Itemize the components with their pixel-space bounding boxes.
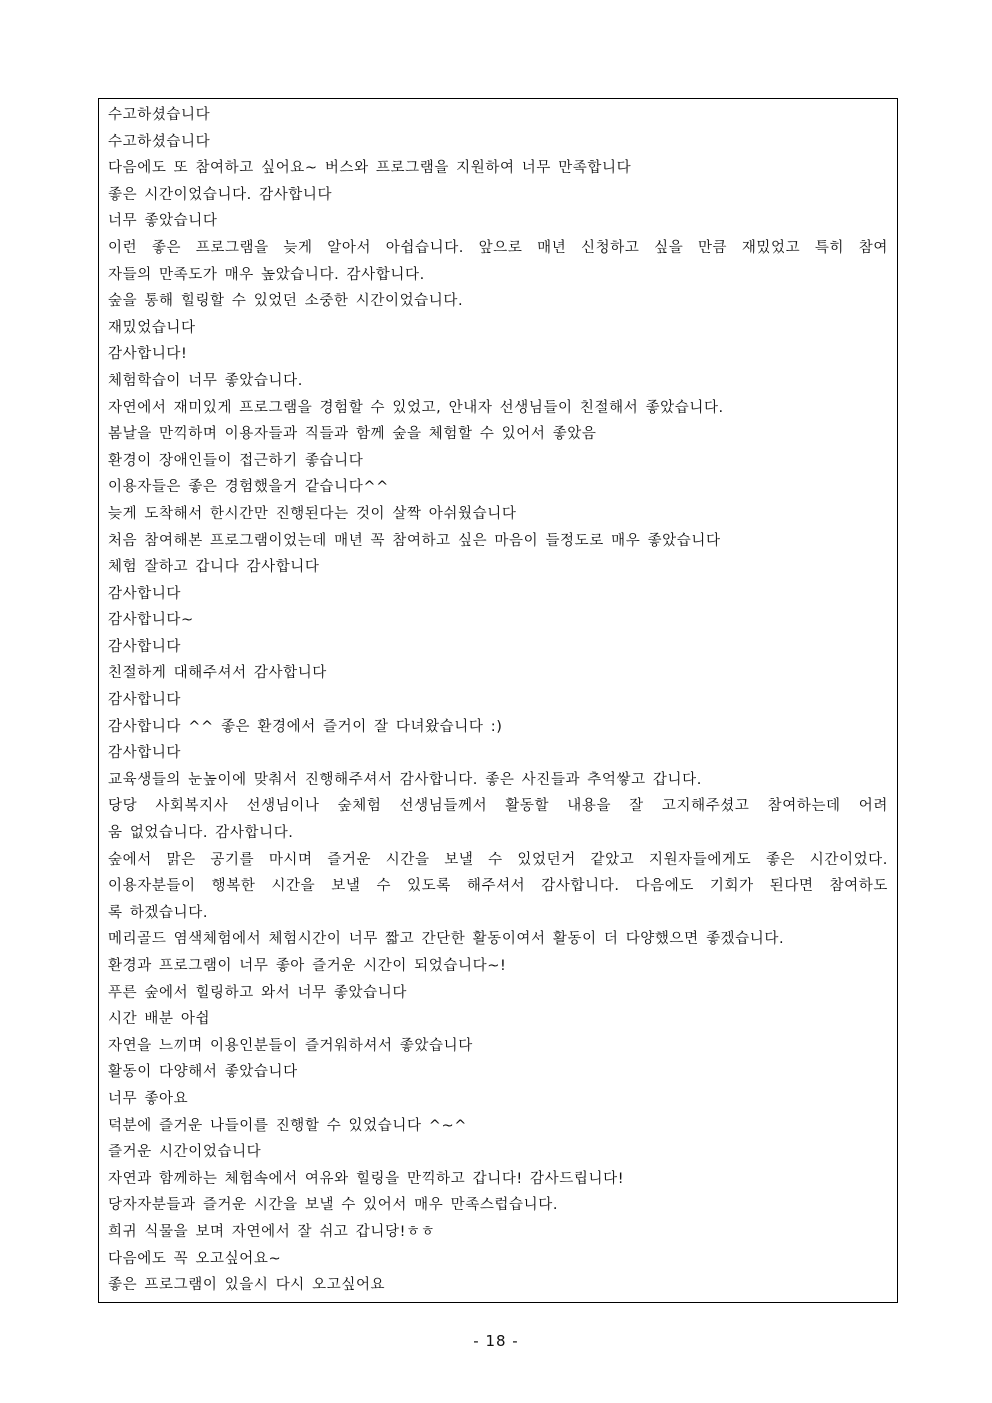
comment-line: 즐거운 시간이었습니다 xyxy=(108,1144,262,1161)
comment-line: 당자자분들과 즐거운 시간을 보낼 수 있어서 매우 만족스럽습니다. xyxy=(108,1197,559,1214)
comment-line: 수고하셨습니다 xyxy=(108,107,211,123)
comment-line: 감사합니다 xyxy=(108,745,182,762)
comment-line: 감사합니다 xyxy=(108,638,182,655)
comment-line: 자들의 만족도가 매우 높았습니다. 감사합니다. xyxy=(108,266,425,283)
comment-line: 메리골드 염색체험에서 체험시간이 너무 짧고 간단한 활동이여서 활동이 더 다양했으면 좋겠습니다. xyxy=(108,931,785,948)
comment-line: 수고하셨습니다 xyxy=(108,133,211,150)
comment-line: 감사합니다~ xyxy=(108,612,194,629)
comment-line: 환경과 프로그램이 너무 좋아 즐거운 시간이 되었습니다~! xyxy=(108,958,507,974)
page-number: - 18 - xyxy=(473,1332,519,1350)
comment-line: 감사합니다 ^^ 좋은 환경에서 즐거이 잘 다녀왔습니다 :) xyxy=(108,718,503,735)
comment-line: 재밌었습니다 xyxy=(108,319,196,336)
comment-line: 당당 사회복지사 선생님이나 숲체험 선생님들께서 활동할 내용을 잘 고지해주셨고 참여하는데 어려 xyxy=(108,798,888,815)
comments-box xyxy=(98,98,898,1303)
comment-line: 록 하겠습니다. xyxy=(108,904,209,921)
comment-line: 체험 잘하고 갑니다 감사합니다 xyxy=(108,559,320,576)
comment-line: 감사합니다 xyxy=(108,585,182,602)
comment-line: 움 없었습니다. 감사합니다. xyxy=(108,825,294,842)
comment-line: 봄날을 만끽하며 이용자들과 직들과 함께 숲을 체험할 수 있어서 좋았음 xyxy=(108,426,597,443)
comment-line: 자연을 느끼며 이용인분들이 즐거워하셔서 좋았습니다 xyxy=(108,1037,473,1054)
comment-line: 다음에도 꼭 오고싶어요~ xyxy=(108,1250,282,1267)
comment-line: 이런 좋은 프로그램을 늦게 알아서 아쉽습니다. 앞으로 매년 신청하고 싶을 만큼 재밌었고 특히 참여 xyxy=(108,239,888,256)
comment-line: 체험학습이 너무 좋았습니다. xyxy=(108,372,303,389)
comment-line: 숲에서 맑은 공기를 마시며 즐거운 시간을 보낼 수 있었던거 같았고 지원자들에게도 좋은 시간이었다. xyxy=(108,851,888,868)
comment-line: 시간 배분 아쉽 xyxy=(108,1011,211,1028)
comment-line: 감사합니다! xyxy=(108,346,188,363)
comment-line: 숲을 통해 힐링할 수 있었던 소중한 시간이었습니다. xyxy=(108,293,464,310)
comment-line: 활동이 다양해서 좋았습니다 xyxy=(108,1064,298,1081)
comment-line: 너무 좋았습니다 xyxy=(108,213,218,230)
comment-line: 희귀 식물을 보며 자연에서 잘 쉬고 갑니당!ㅎㅎ xyxy=(108,1223,436,1240)
comment-line: 다음에도 또 참여하고 싶어요~ 버스와 프로그램을 지원하여 너무 만족합니다 xyxy=(108,160,632,177)
comment-line: 좋은 프로그램이 있을시 다시 오고싶어요 xyxy=(108,1277,386,1294)
comment-line: 환경이 장애인들이 접근하기 좋습니다 xyxy=(108,452,364,469)
comment-line: 자연과 함께하는 체험속에서 여유와 힐링을 만끽하고 갑니다! 감사드립니다! xyxy=(108,1170,625,1187)
comment-line: 푸른 숲에서 힐링하고 와서 너무 좋았습니다 xyxy=(108,984,407,1001)
comment-line: 덕분에 즐거운 나들이를 진행할 수 있었습니다 ^~^ xyxy=(108,1117,468,1134)
comment-line: 교육생들의 눈높이에 맞춰서 진행해주셔서 감사합니다. 좋은 사진들과 추억쌓고 갑니다. xyxy=(108,771,702,788)
comment-line: 너무 좋아요 xyxy=(108,1090,189,1107)
comment-line: 이용자분들이 행복한 시간을 보낼 수 있도록 해주셔서 감사합니다. 다음에도 기회가 된다면 참여하도 xyxy=(108,878,888,895)
comment-line: 자연에서 재미있게 프로그램을 경험할 수 있었고, 안내자 선생님들이 친절해서 좋았습니다. xyxy=(108,399,724,416)
comment-line: 좋은 시간이었습니다. 감사합니다 xyxy=(108,186,333,203)
comment-line: 이용자들은 좋은 경험했을거 같습니다^^ xyxy=(108,479,389,496)
comment-line: 친절하게 대해주셔서 감사합니다 xyxy=(108,665,327,682)
comment-line: 늦게 도착해서 한시간만 진행된다는 것이 살짝 아쉬웠습니다 xyxy=(108,505,517,522)
comment-line: 처음 참여해본 프로그램이었는데 매년 꼭 참여하고 싶은 마음이 들정도로 매우 좋았습니다 xyxy=(108,532,721,549)
comment-line: 감사합니다 xyxy=(108,692,182,709)
